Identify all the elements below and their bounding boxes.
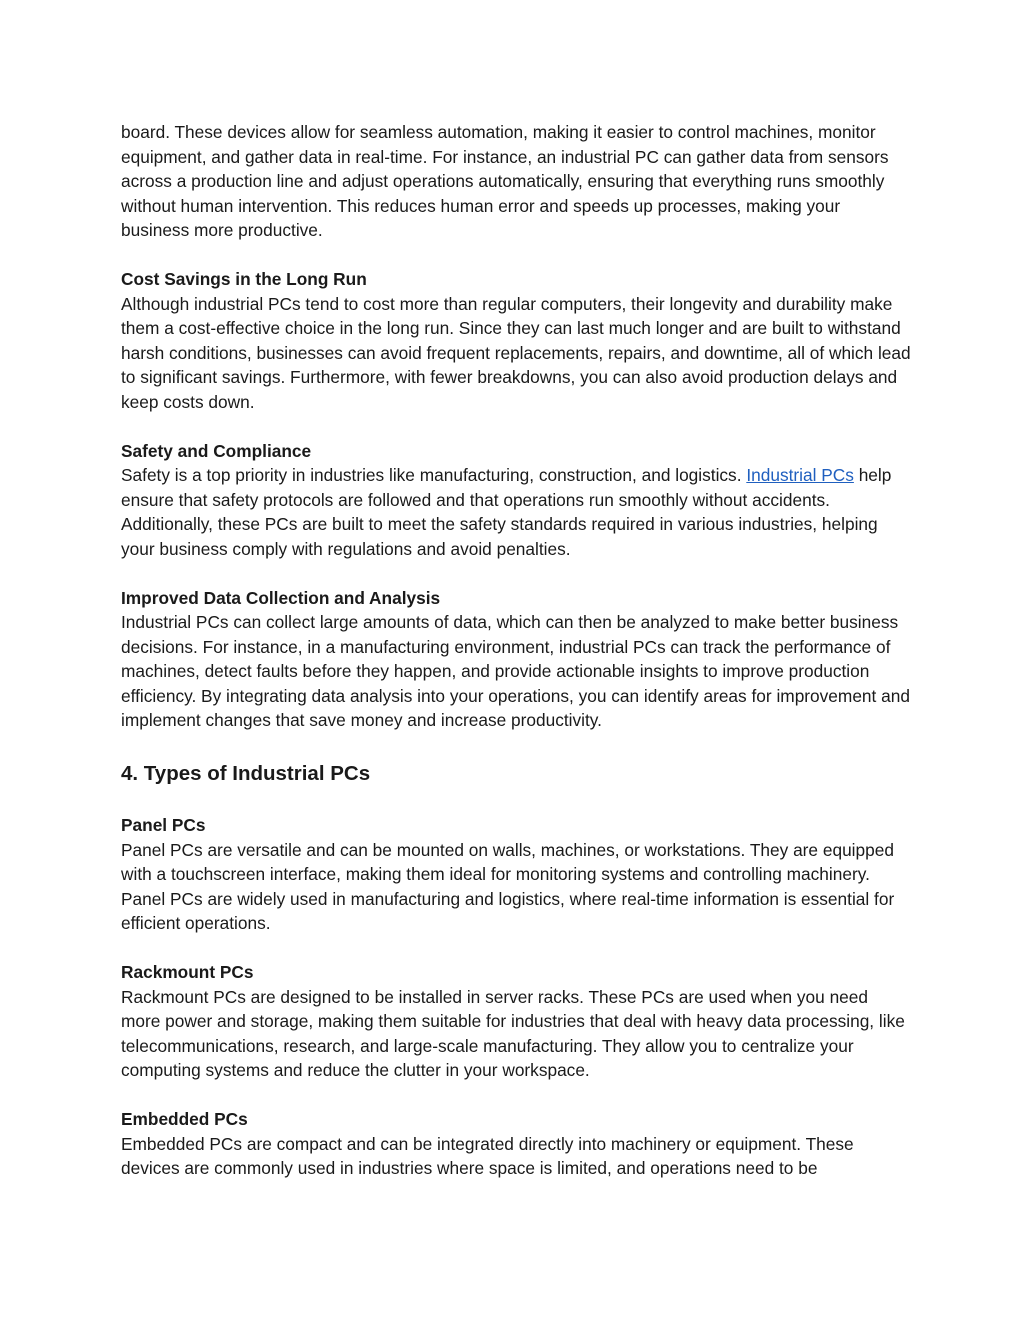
rackmount-pcs-section (121, 960, 911, 1083)
safety-text-after: help ensure that safety protocols are followed and that operations run smoothly without accidents. Additionally, these PCs are built to meet the safety standards required in various industries, helping your business comply with regulations and avoid penalties. (121, 465, 892, 559)
panel-pcs-section (121, 813, 911, 936)
cost-savings-heading: Cost Savings in the Long Run (121, 269, 367, 289)
document-page (121, 120, 911, 1205)
intro-section (121, 120, 911, 243)
cost-savings-section (121, 267, 911, 414)
cost-savings-paragraph: Although industrial PCs tend to cost more than regular computers, their longevity and durability make them a cost-effective choice in the long run. Since they can last much longer and are built to withstand harsh conditions, businesses can avoid frequent replacements, repairs, and downtime, all of which lead to significant savings. Furthermore, with fewer breakdowns, you can also avoid production delays and keep costs down. (121, 293, 911, 412)
safety-section (121, 439, 911, 562)
data-collection-heading: Improved Data Collection and Analysis (121, 587, 441, 608)
embedded-pcs-paragraph: Embedded PCs are compact and can be integrated directly into machinery or equipment. These devices are commonly used in industries where space is limited, and operations need to be (121, 1133, 854, 1178)
safety-heading: Safety and Compliance (121, 440, 312, 461)
data-collection-paragraph: Industrial PCs can collect large amounts of data, which can then be analyzed to make better business decisions. For instance, in a manufacturing environment, industrial PCs can track the performance of machines, detect faults before they happen, and provide actionable insights to improve production efficiency. By integrating data analysis into your operations, you can identify areas for improvement and implement changes that save money and increase productivity. (121, 612, 910, 730)
safety-text-before: Safety is a top priority in industries like manufacturing, construction, and logistics. (121, 465, 747, 485)
rackmount-pcs-paragraph: Rackmount PCs are designed to be installed in server racks. These PCs are used when you need more power and storage, making them suitable for industries that deal with heavy data processing, like telecommunications, research, and large-scale manufacturing. They allow you to centralize your computing systems and reduce the clutter in your workspace. (121, 986, 905, 1080)
embedded-pcs-section (121, 1107, 911, 1181)
embedded-pcs-heading: Embedded PCs (121, 1109, 248, 1129)
rackmount-pcs-heading: Rackmount PCs (121, 962, 254, 982)
section-4-heading: 4. Types of Industrial PCs (121, 762, 371, 785)
panel-pcs-paragraph: Panel PCs are versatile and can be mounted on walls, machines, or workstations. They are equipped with a touchscreen interface, making them ideal for monitoring systems and controlling machinery. Panel PCs are widely used in manufacturing and logistics, where real-time information is essential for efficient operations. (121, 839, 895, 933)
industrial-pcs-link[interactable]: Industrial PCs (746, 465, 854, 485)
panel-pcs-heading: Panel PCs (121, 815, 206, 835)
safety-paragraph (121, 463, 911, 561)
intro-paragraph: board. These devices allow for seamless automation, making it easier to control machines, monitor equipment, and gather data in real-time. For instance, an industrial PC can gather data from sensors across a production line and adjust operations automatically, ensuring that everything runs smoothly without human intervention. This reduces human error and speeds up processes, making your business more productive. (121, 122, 889, 240)
data-collection-section (121, 586, 911, 733)
